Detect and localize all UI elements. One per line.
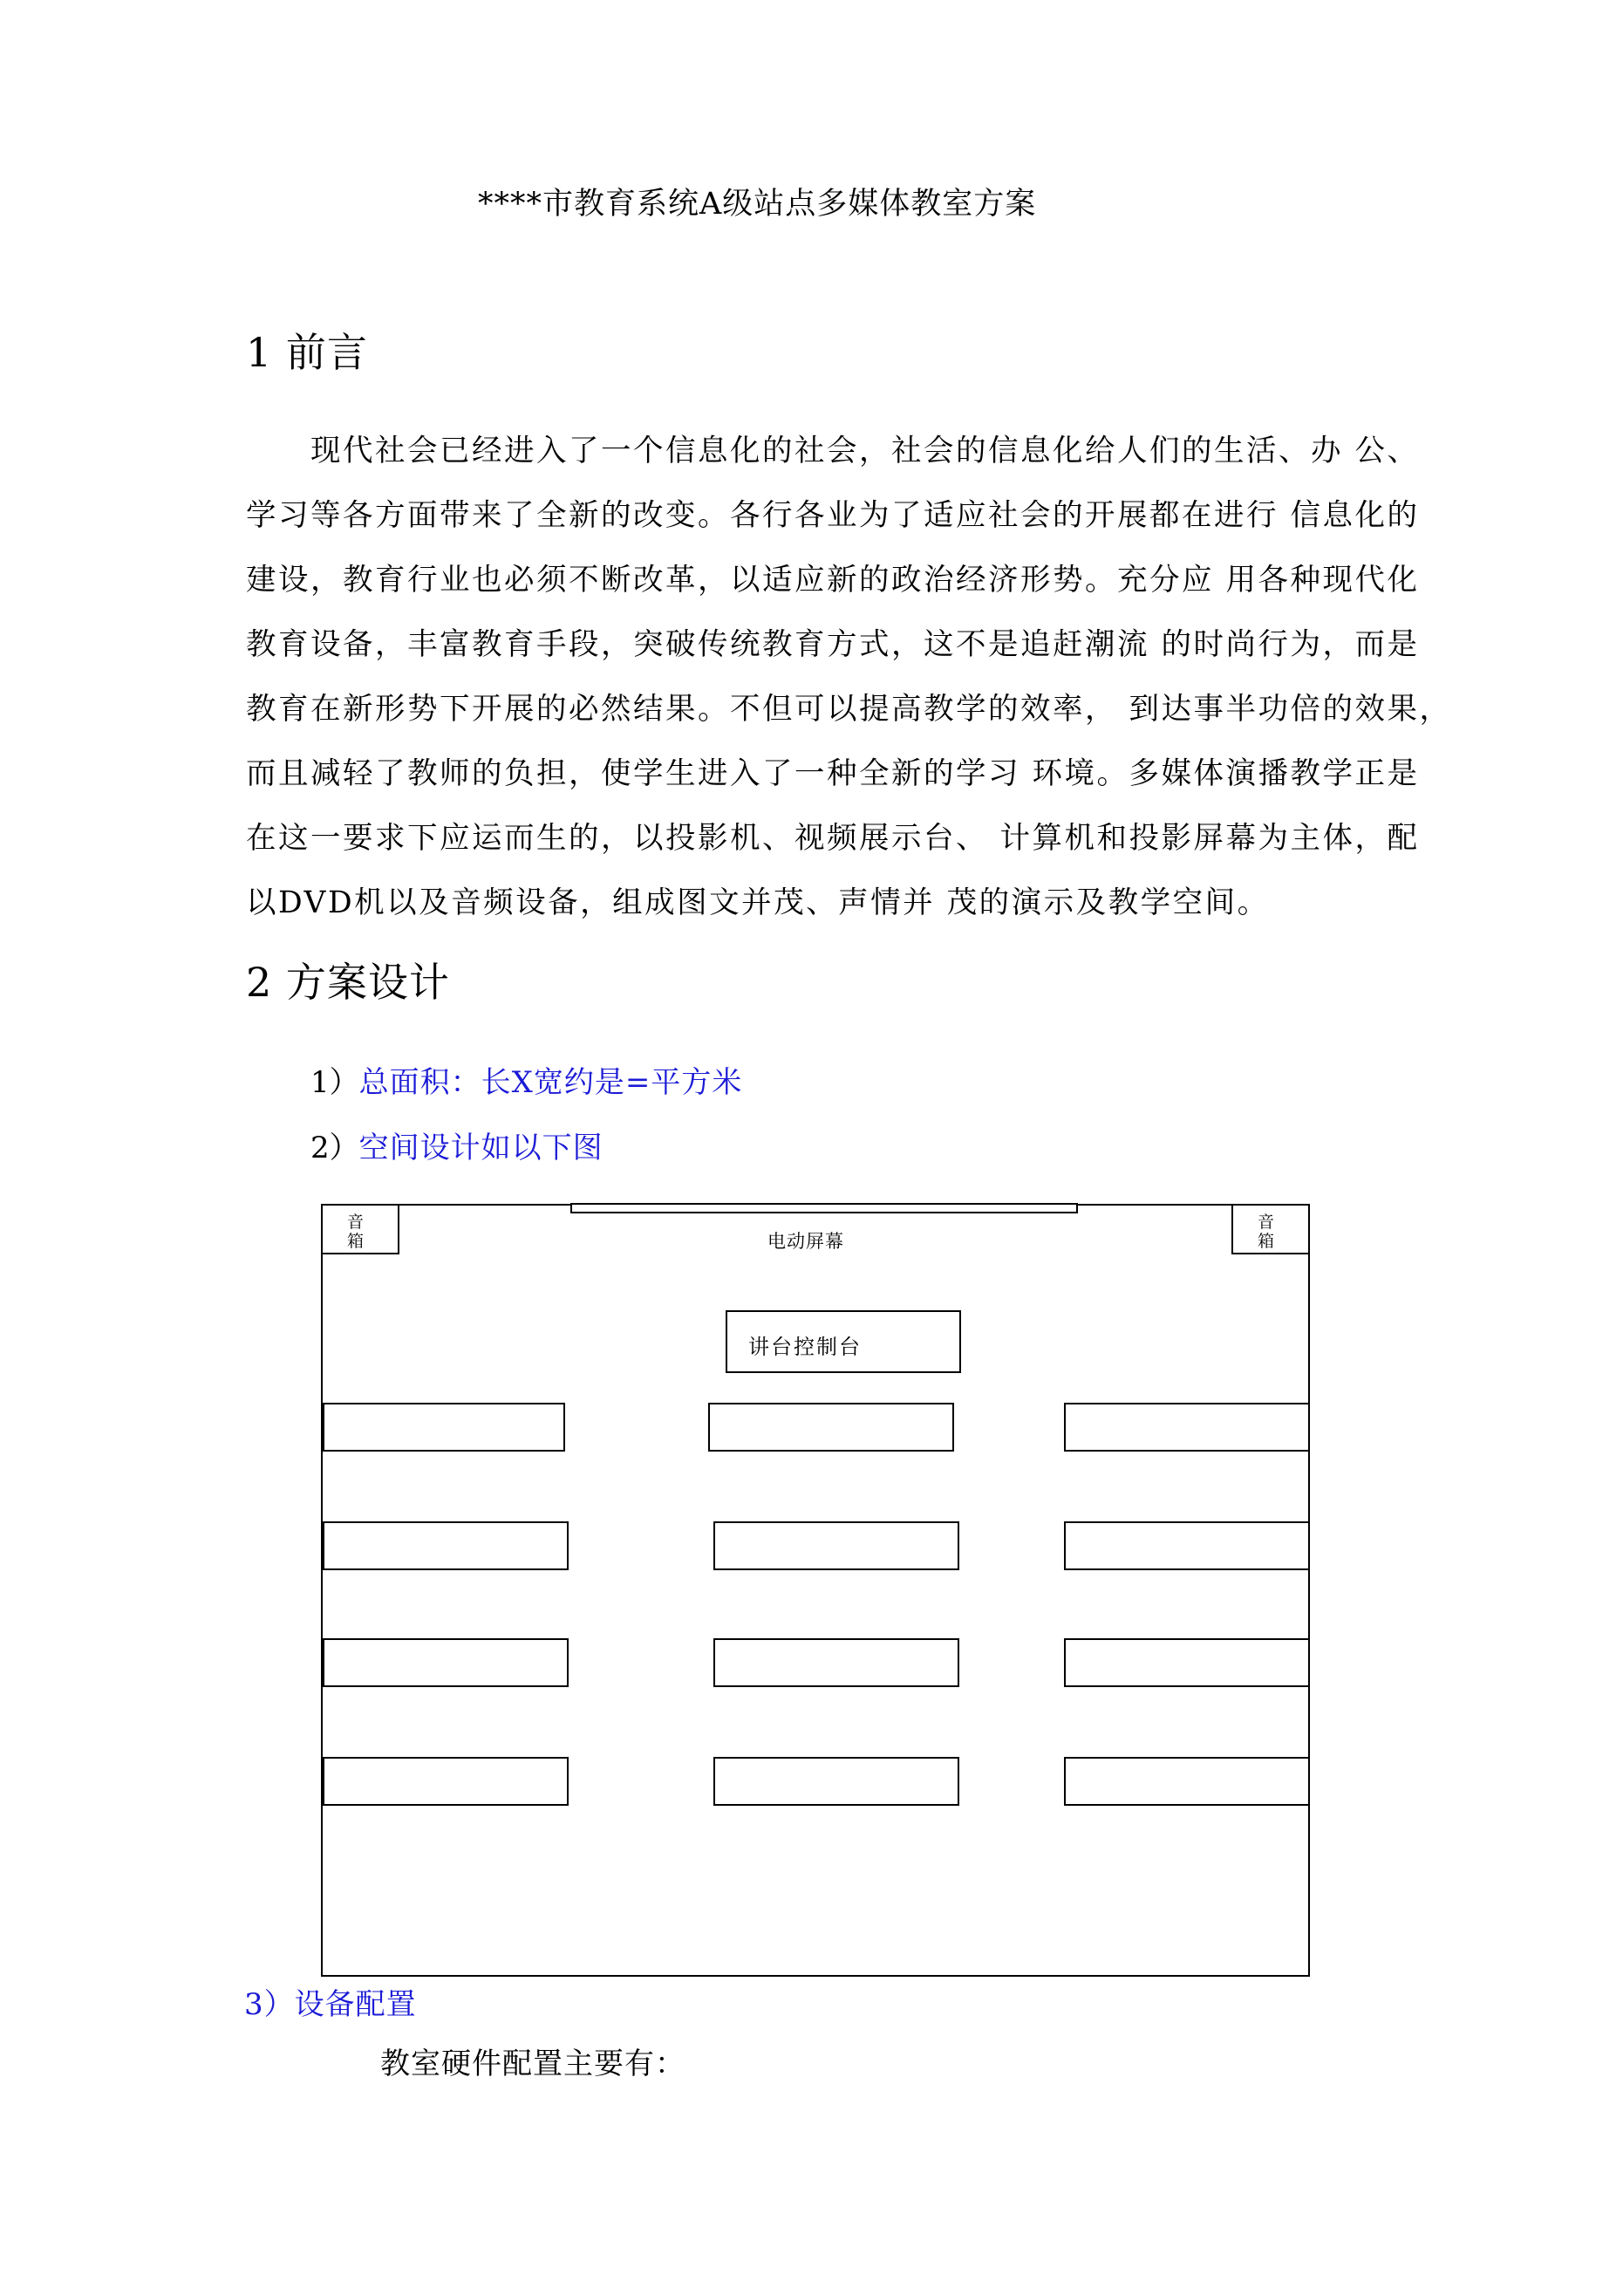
list-item-area xyxy=(310,1058,742,1101)
paragraph-line: 在这一要求下应运而生的，以投影机、视频展示台、 计算机和投影屏幕为主体，配 xyxy=(246,821,1420,856)
paragraph-line: 现代社会已经进入了一个信息化的社会，社会的信息化给人们的生活、办 公、 xyxy=(310,434,1420,468)
student-desk xyxy=(323,1403,565,1452)
speaker-left-label: 音箱 xyxy=(347,1213,365,1251)
student-desk xyxy=(1064,1403,1310,1452)
student-desk xyxy=(1064,1757,1310,1806)
list-text: 空间设计如以下图 xyxy=(358,1131,604,1165)
list-number: 2） xyxy=(310,1131,359,1165)
student-desk xyxy=(323,1757,569,1806)
list-item-equipment xyxy=(244,1980,417,2023)
paragraph-line: 教育在新形势下开展的必然结果。不但可以提高教学的效率， 到达事半功倍的效果， xyxy=(246,692,1452,727)
speaker-left xyxy=(321,1204,399,1254)
list-text: 总面积：长X宽约是=平方米 xyxy=(358,1065,743,1100)
list-item-space-design xyxy=(310,1124,604,1166)
list-number: 3） xyxy=(244,1987,295,2022)
section-heading-design: 2 方案设计 xyxy=(246,959,450,1006)
projection-screen-bar xyxy=(570,1203,1078,1213)
podium-console xyxy=(726,1310,961,1373)
document-title: ****市教育系统A级站点多媒体教室方案 xyxy=(478,187,1037,222)
section-heading-intro: 1 前言 xyxy=(246,329,368,376)
hardware-intro-text: 教室硬件配置主要有： xyxy=(380,2047,685,2081)
student-desk xyxy=(1064,1638,1310,1687)
student-desk xyxy=(713,1521,959,1570)
paragraph-line: 学习等各方面带来了全新的改变。各行各业为了适应社会的开展都在进行 信息化的 xyxy=(246,498,1420,533)
paragraph-line: 建设，教育行业也必须不断改革，以适应新的政治经济形势。充分应 用各种现代化 xyxy=(246,563,1420,598)
student-desk xyxy=(323,1638,569,1687)
paragraph-line: 教育设备，丰富教育手段，突破传统教育方式，这不是追赶潮流 的时尚行为，而是 xyxy=(246,627,1420,662)
screen-label: 电动屏幕 xyxy=(767,1231,844,1252)
student-desk xyxy=(713,1638,959,1687)
speaker-right-label: 音箱 xyxy=(1258,1213,1275,1251)
list-number: 1） xyxy=(310,1065,359,1100)
speaker-right xyxy=(1231,1204,1310,1254)
student-desk xyxy=(1064,1521,1310,1570)
student-desk xyxy=(713,1757,959,1806)
list-text: 设备配置 xyxy=(294,1987,417,2022)
student-desk xyxy=(323,1521,569,1570)
podium-label: 讲台控制台 xyxy=(748,1335,862,1359)
paragraph-line: 而且减轻了教师的负担，使学生进入了一种全新的学习 环境。多媒体演播教学正是 xyxy=(246,756,1420,791)
paragraph-line: 以DVD机以及音频设备，组成图文并茂、声情并 茂的演示及教学空间。 xyxy=(246,885,1270,920)
student-desk xyxy=(708,1403,954,1452)
